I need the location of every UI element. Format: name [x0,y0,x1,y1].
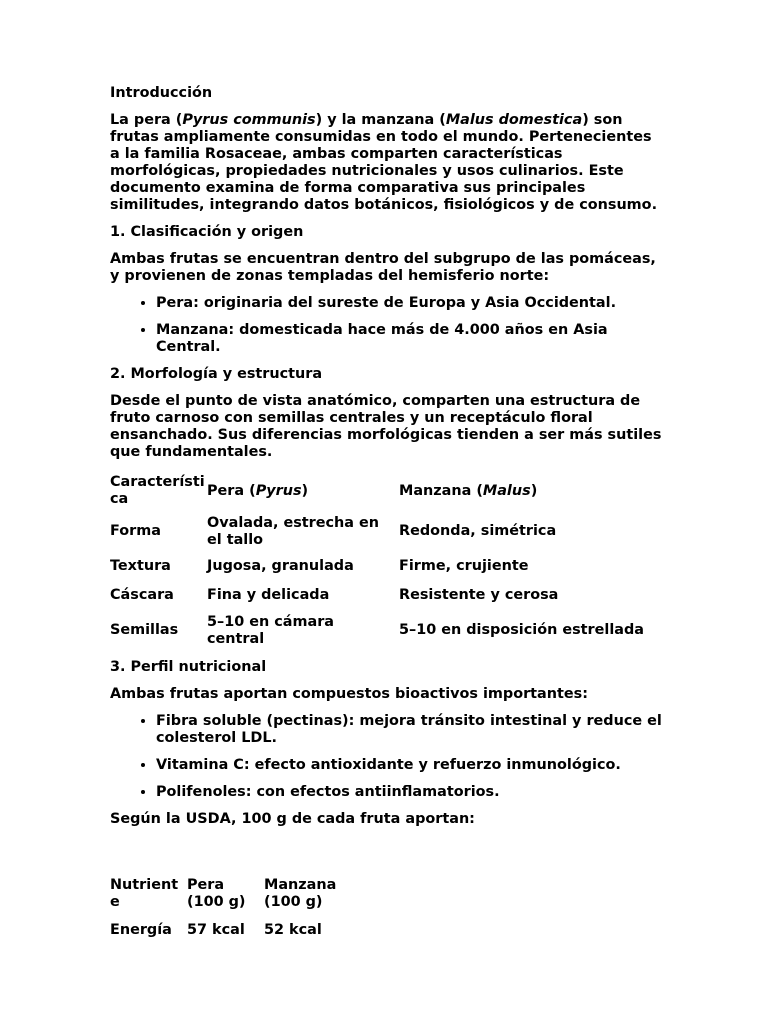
table-cell: Semillas [110,622,179,638]
header-characteristic [110,471,207,511]
list-item: • Manzana: domesticada hace más de 4.000 años en Asia Central. [156,322,662,356]
intro-heading: Introducción [110,85,213,101]
list-item: • Polifenoles: con efectos antiinflamatorios. [156,784,662,801]
header-nutrient [110,875,187,922]
header-pera [207,471,399,511]
header-manzana-close: ) [530,482,538,499]
header-manzana-100g [264,875,354,922]
table-cell: Energía [110,922,172,938]
table-row [110,552,662,581]
spacer [110,838,662,875]
table-cell: 5–10 en disposición estrellada [399,622,644,638]
header-manzana-sci: Malus [482,482,531,499]
intro-paragraph [110,112,662,214]
header-pera-text: Pera ( [207,482,256,499]
table-cell: Fina y delicada [207,587,330,603]
header-pera-100g-text: Pera (100 g) [187,877,246,910]
header-nutrient-text: Nutriente [110,877,179,910]
table-cell: Firme, crujiente [399,558,529,574]
table-cell: Forma [110,523,161,539]
list-item: • Pera: originaria del sureste de Europa y Asia Occidental. [156,295,662,312]
intro-text-1: La pera ( [110,112,183,128]
nutrient-table [110,875,354,939]
list-item: • Vitamina C: efecto antioxidante y refuerzo inmunológico. [156,757,662,774]
section2-paragraph: Desde el punto de vista anatómico, comparten una estructura de fruto carnoso con semillas centrales y un receptáculo floral ensanchado. Sus diferencias morfológicas tienden a ser más sutiles que fundamentales. [110,393,662,460]
header-manzana-100g-text: Manzana (100 g) [264,877,337,910]
table-row [110,610,662,651]
pyrus-scientific-name: Pyrus communis [182,112,316,128]
section1-paragraph: Ambas frutas se encuentran dentro del subgrupo de las pomáceas, y provienen de zonas templadas del hemisferio norte: [110,251,656,284]
header-pera-close: ) [301,482,309,499]
header-manzana [399,471,662,511]
usda-paragraph: Según la USDA, 100 g de cada fruta aportan: [110,811,475,827]
header-pera-100g [187,875,264,922]
origin-list [110,295,662,356]
table-row [110,581,662,610]
table-cell: 5–10 en cámara central [207,613,335,647]
morphology-table [110,471,662,651]
table-cell: Jugosa, granulada [207,558,354,574]
section2-heading: 2. Morfología y estructura [110,366,323,382]
header-pera-sci: Pyrus [255,482,302,499]
table-cell: Textura [110,558,171,574]
malus-scientific-name: Malus domestica [445,112,583,128]
table-row [110,922,354,939]
intro-text-3: ) son frutas ampliamente consumidas en todo el mundo. Pertenecientes a la familia Rosaceae, ambas comparten características morfológicas, propiedades nutricionales y usos culinarios. Este documento examina de forma comparativa sus principales similitudes, integrando datos botánicos, fisiológicos y de consumo. [110,112,658,213]
table-cell: Resistente y cerosa [399,587,559,603]
table-header-row [110,875,354,922]
table-cell: 52 kcal [264,922,322,938]
intro-text-2: ) y la manzana ( [315,112,446,128]
table-cell: Ovalada, estrecha en el tallo [207,514,380,548]
table-header-row [110,471,662,511]
table-row [110,511,662,552]
header-characteristic-text: Característica [110,474,205,507]
table-cell: Redonda, simétrica [399,523,557,539]
document-body [110,85,662,947]
list-item: • Fibra soluble (pectinas): mejora tránsito intestinal y reduce el colesterol LDL. [156,713,662,747]
section1-heading: 1. Clasificación y origen [110,224,304,240]
table-cell: 57 kcal [187,922,245,938]
section3-paragraph: Ambas frutas aportan compuestos bioactivos importantes: [110,686,588,702]
table-cell: Cáscara [110,587,174,603]
section3-heading: 3. Perfil nutricional [110,659,267,675]
nutrition-list [110,713,662,801]
header-manzana-text: Manzana ( [399,482,483,499]
